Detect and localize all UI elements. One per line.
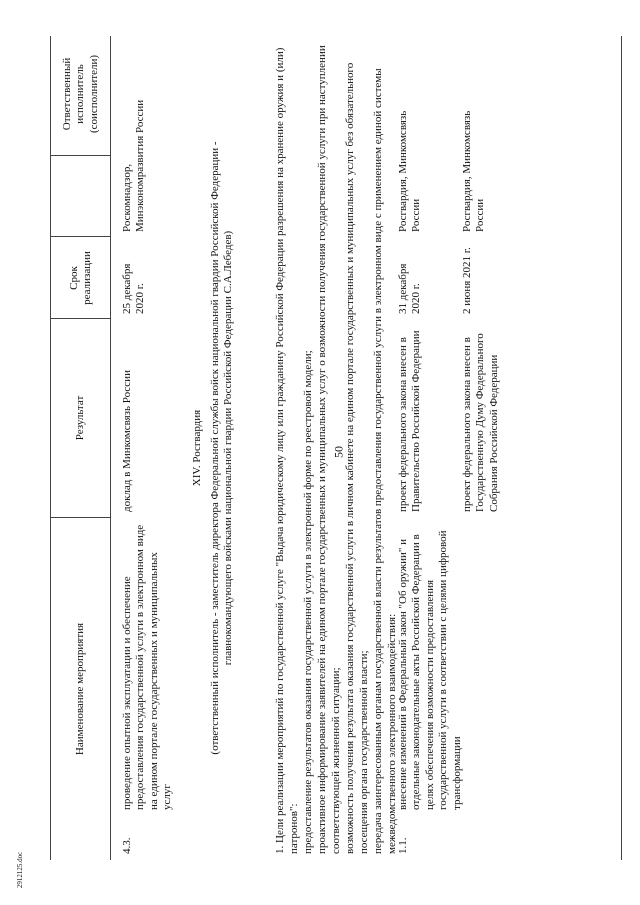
measure-deadline: 31 декабря 2020 г. bbox=[397, 263, 423, 314]
section-title: XIV. Росгвардия bbox=[191, 409, 203, 487]
measure-responsible: Росгвардия, Минкомсвязь России bbox=[397, 110, 423, 232]
measure-result: проект федерального закона внесен в Государственную Думу Федерального Собрания Российской Федерации bbox=[461, 333, 500, 512]
goal-item: возможность получения результата оказания государственной услуги в личном кабинете на едином портале государственных и муниципальных услуг без обязательного посещения органа государственной власти; bbox=[344, 62, 370, 854]
header-deadline: Срок реализации bbox=[67, 251, 93, 305]
page-number: 50 bbox=[331, 446, 346, 458]
goal-intro: 1. Цели реализации мероприятий по государственной услуге "Выдача юридическому лицу или гражданину Российской Федерации разрешения на хранение оружия и (или) патронов": bbox=[274, 47, 300, 854]
measure-deadline: 2 июня 2021 г. bbox=[461, 247, 473, 314]
header-divider bbox=[51, 517, 111, 518]
measure-result: проект федерального закона внесен в Правительство Российской Федерации bbox=[397, 330, 423, 512]
header-divider bbox=[51, 155, 111, 156]
header-measure-name: Наименование мероприятия bbox=[74, 622, 87, 756]
measures-table bbox=[50, 36, 622, 860]
measure-name: внесение изменений в Федеральный закон "Об оружии" и отдельные законодательные акты Российской Федерации в целях обеспечения возможности предоставления государственной услуги в соответствии с целями цифровой трансформации bbox=[397, 530, 463, 810]
header-responsible: Ответственный исполнитель (соисполнители) bbox=[60, 54, 100, 134]
measure-responsible: Росгвардия, Минкомсвязь России bbox=[461, 110, 487, 232]
header-divider bbox=[51, 318, 111, 319]
rotated-table-area bbox=[50, 36, 622, 860]
section-subtitle: (ответственный исполнитель - заместитель директора Федеральной службы войск национальной гвардии Российской Федерации - главнокомандующего войсками национальной гвардии Российской Федерации С.А.Лебедев) bbox=[209, 141, 235, 755]
header-divider bbox=[51, 236, 111, 237]
page-content bbox=[50, 36, 622, 860]
goal-item: проактивное информирование заявителей на едином портале государственных и муниципальных услуг о возможности получения государственной услуги при наступлении соответствующей жизненной ситуации; bbox=[316, 45, 342, 854]
header-result: Результат bbox=[74, 395, 87, 441]
document-footer-code: 2912125.doc bbox=[16, 851, 24, 889]
row-number: 4.3. bbox=[121, 837, 133, 854]
service-goals bbox=[273, 42, 399, 854]
goal-item: передача заинтересованным органам государственной власти результатов предоставления государственной услуги в электронном виде с применением единой системы межведомственного электронного взаимодействия: bbox=[372, 68, 398, 854]
measure-result: доклад в Минкомсвязь России bbox=[121, 370, 133, 512]
goal-item: предоставление результатов оказания государственной услуги в электронной форме по реестровой модели; bbox=[302, 350, 314, 854]
row-number: 1.1. bbox=[397, 837, 409, 854]
measure-responsible: Роскомнадзор, Минэкономразвития России bbox=[121, 99, 147, 232]
measure-name: проведение опытной эксплуатации и обеспечение предоставления государственной услуги в электронном виде на едином портале государственных и муниципальных услуг bbox=[121, 524, 174, 810]
table-header-row bbox=[51, 36, 111, 860]
measure-deadline: 25 декабря 2020 г. bbox=[121, 263, 147, 314]
